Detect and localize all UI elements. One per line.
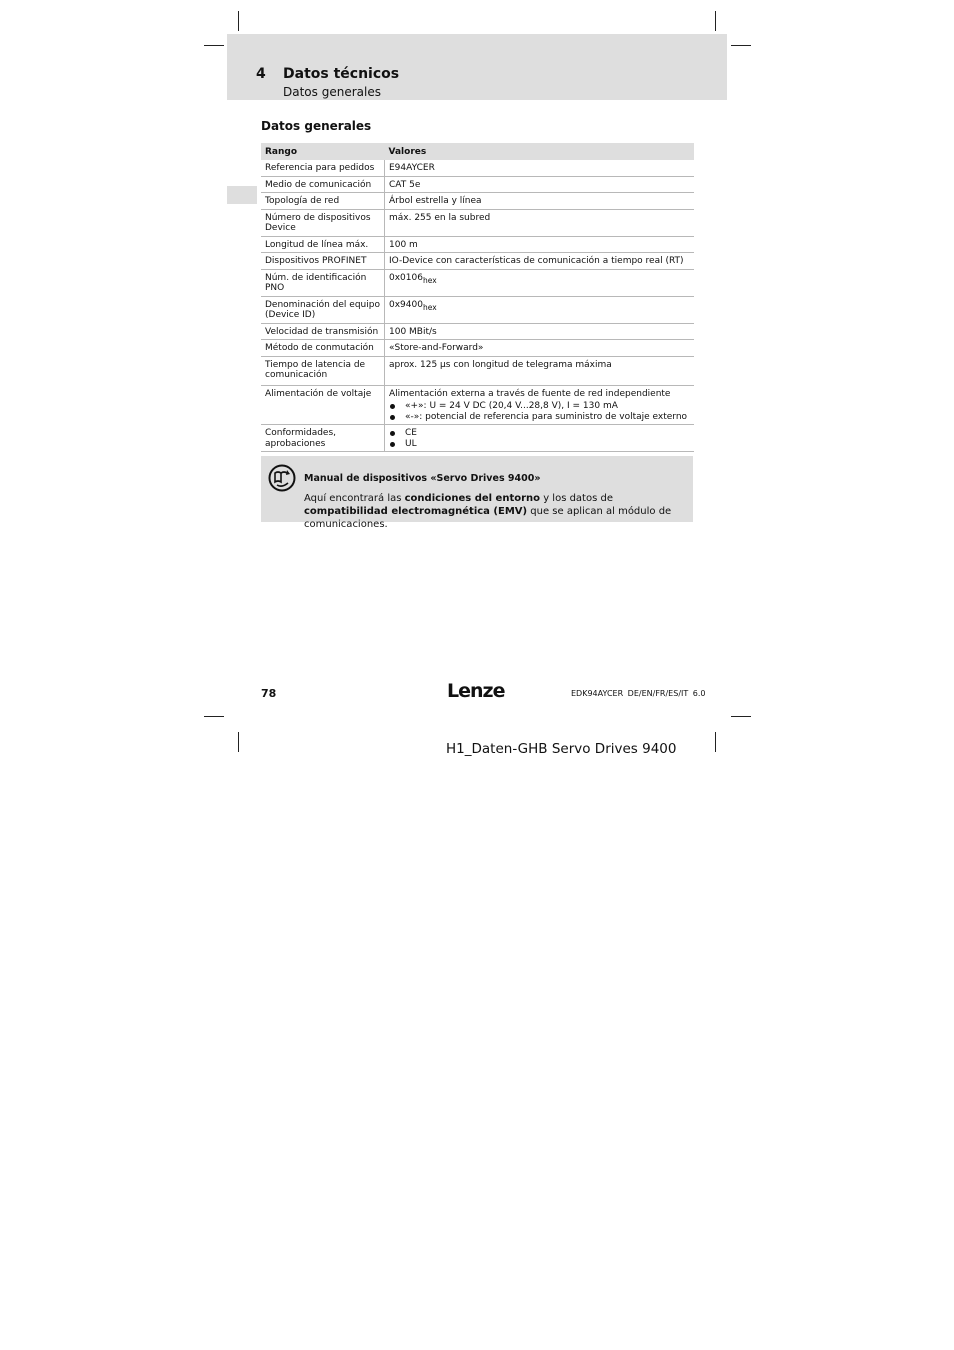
row-value: máx. 255 en la subred [385,209,695,236]
table-row [261,296,694,323]
spec-table [261,143,694,452]
crop-mark [204,716,224,717]
bullet-item: CE [389,428,691,439]
row-label: Conformidades, aprobaciones [261,425,385,452]
table-row [261,385,694,425]
value-text: 0x9400 [389,299,423,310]
crop-mark [715,732,716,752]
chapter-number: 4 [256,66,266,82]
bullet-list [389,401,691,422]
row-value: 100 m [385,236,695,253]
value-text: Alimentación externa a través de fuente de red independiente [389,388,671,399]
row-label: Tiempo de latencia de comunicación [261,356,385,385]
row-label: Alimentación de voltaje [261,385,385,425]
table-row [261,269,694,296]
bullet-item: UL [389,439,691,450]
table-row [261,340,694,357]
footer-title: H1_Daten-GHB Servo Drives 9400 [446,741,677,757]
row-label: Topología de red [261,193,385,210]
row-label: Longitud de línea máx. [261,236,385,253]
chapter-title: Datos técnicos [283,66,400,82]
row-value: CAT 5e [385,176,695,193]
row-label: Medio de comunicación [261,176,385,193]
table-row [261,425,694,452]
table-row [261,253,694,270]
reference-book-icon [268,464,296,492]
note-bold-text: condiciones del entorno [404,493,541,504]
section-title: Datos generales [261,119,372,133]
side-tab-marker [227,186,257,204]
row-value: IO-Device con características de comunicación a tiempo real (RT) [385,253,695,270]
crop-mark [731,45,751,46]
row-label: Núm. de identificación PNO [261,269,385,296]
row-value [385,385,695,425]
crop-mark [238,732,239,752]
crop-mark [715,11,716,31]
row-label: Referencia para pedidos [261,160,385,176]
value-subscript: hex [422,275,437,285]
document-code: EDK94AYCER DE/EN/FR/ES/IT 6.0 [571,689,706,698]
note-text: que se aplican al módulo de comunicaciones. [304,506,672,530]
table-row [261,160,694,176]
row-value: E94AYCER [385,160,695,176]
table-header-row [261,143,694,160]
bullet-item: «+»: U = 24 V DC (20,4 V...28,8 V), I = 130 mA [389,401,691,412]
row-label: Método de conmutación [261,340,385,357]
row-value [385,269,695,296]
table-row [261,176,694,193]
column-header-rango: Rango [261,143,385,160]
bullet-list [389,428,691,449]
page-number: 78 [261,687,277,700]
note-bold-text: compatibilidad electromagnética (EMV) [304,506,528,517]
table-row [261,236,694,253]
value-subscript: hex [422,302,437,312]
row-value: Árbol estrella y línea [385,193,695,210]
row-label: Dispositivos PROFINET [261,253,385,270]
reference-note [261,456,693,530]
note-text: y los datos de [540,493,613,504]
row-label: Velocidad de transmisión [261,323,385,340]
row-label: Número de dispositivos Device [261,209,385,236]
note-body [304,492,689,531]
row-value [385,425,695,452]
note-title: Manual de dispositivos «Servo Drives 9400» [304,473,541,484]
row-label: Denominación del equipo (Device ID) [261,296,385,323]
crop-mark [731,716,751,717]
note-text: Aquí encontrará las [304,493,405,504]
column-header-valores: Valores [385,143,695,160]
row-value: 100 MBit/s [385,323,695,340]
row-value: «Store-and-Forward» [385,340,695,357]
lenze-logo: Lenze [447,680,505,702]
value-text: 0x0106 [389,272,423,283]
bullet-item: «-»: potencial de referencia para suministro de voltaje externo [389,412,691,423]
row-value: aprox. 125 µs con longitud de telegrama máxima [385,356,695,385]
table-row [261,209,694,236]
crop-mark [204,45,224,46]
table-row [261,323,694,340]
chapter-subtitle: Datos generales [283,85,381,99]
crop-mark [238,11,239,31]
row-value [385,296,695,323]
table-row [261,356,694,385]
table-row [261,193,694,210]
